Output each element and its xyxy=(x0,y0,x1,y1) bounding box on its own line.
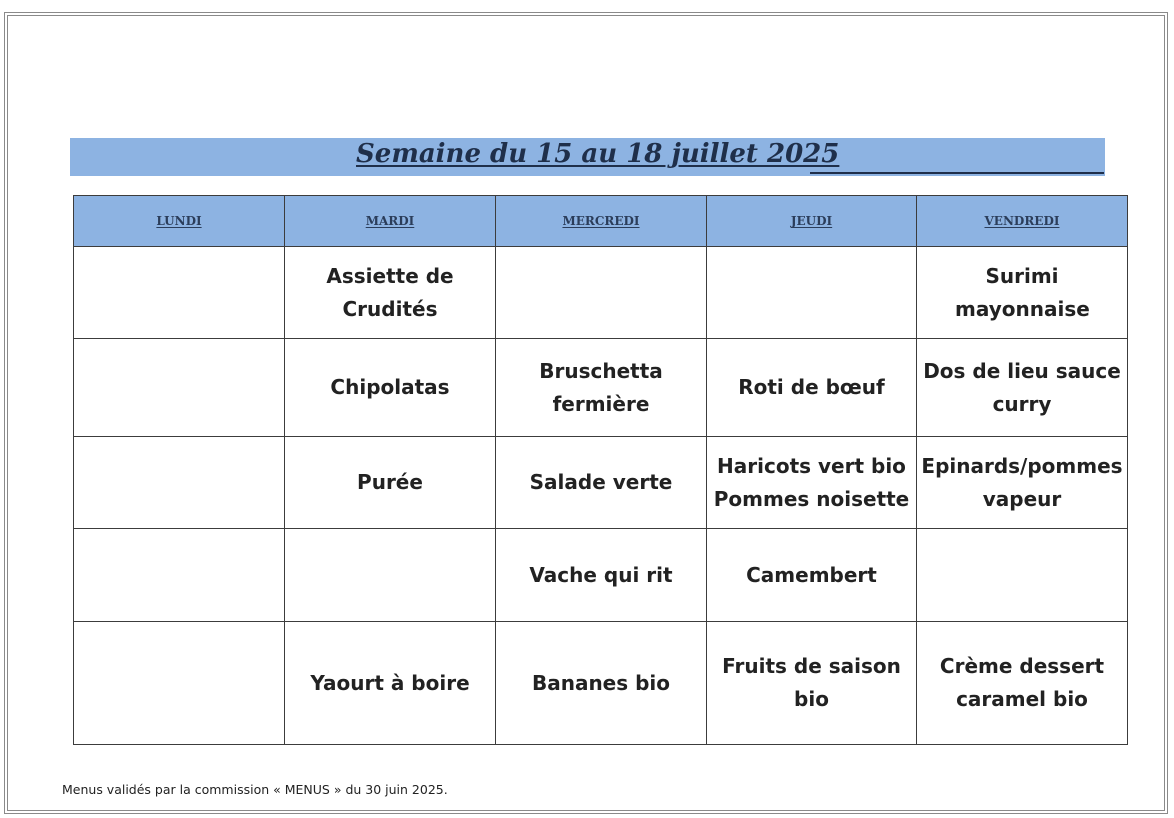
menu-cell xyxy=(496,622,707,745)
day-header-mardi: MARDI xyxy=(285,196,496,247)
menu-cell xyxy=(917,622,1128,745)
menu-cell xyxy=(74,339,285,437)
dish: Roti de bœuf xyxy=(738,375,885,399)
validation-footnote: Menus validés par la commission « MENUS » du 30 juin 2025. xyxy=(62,782,448,797)
course-row-side xyxy=(74,437,1128,529)
title-underline xyxy=(810,172,1104,174)
dish: Crème dessert caramel bio xyxy=(939,654,1105,711)
dish: Assiette de Crudités xyxy=(326,263,454,321)
menu-cell xyxy=(74,622,285,745)
dish: Purée xyxy=(357,470,423,494)
menu-cell xyxy=(496,339,707,437)
dish: Surimi mayonnaise xyxy=(955,263,1090,321)
dish: Vache qui rit xyxy=(529,562,673,587)
dish: Bananes bio xyxy=(531,670,671,695)
dish: Salade verte xyxy=(529,470,673,494)
menu-table xyxy=(73,195,1128,745)
menu-cell xyxy=(285,622,496,745)
menu-cell xyxy=(496,247,707,339)
menu-cell xyxy=(285,529,496,622)
menu-cell xyxy=(707,529,917,622)
day-header-jeudi: JEUDI xyxy=(707,196,917,247)
menu-cell xyxy=(285,247,496,339)
dish: Camembert xyxy=(746,562,877,587)
course-row-dessert xyxy=(74,622,1128,745)
dish: Haricots vert bio Pommes noisette xyxy=(713,453,910,511)
day-header-row xyxy=(74,196,1128,247)
menu-cell xyxy=(285,437,496,529)
menu-cell xyxy=(496,529,707,622)
menu-cell xyxy=(707,339,917,437)
course-row-main xyxy=(74,339,1128,437)
menu-cell xyxy=(707,622,917,745)
menu-cell xyxy=(74,437,285,529)
menu-cell xyxy=(917,437,1128,529)
dish: Bruschetta fermière xyxy=(539,358,663,416)
day-header-lundi: LUNDI xyxy=(74,196,285,247)
day-header-vendredi: VENDREDI xyxy=(917,196,1128,247)
dish: Fruits de saison bio xyxy=(722,654,901,711)
menu-cell xyxy=(496,437,707,529)
menu-cell xyxy=(74,529,285,622)
menu-cell xyxy=(917,529,1128,622)
menu-cell xyxy=(74,247,285,339)
day-header-mercredi: MERCREDI xyxy=(496,196,707,247)
menu-cell xyxy=(707,247,917,339)
dish: Chipolatas xyxy=(330,375,450,399)
menu-cell xyxy=(917,339,1128,437)
menu-cell xyxy=(285,339,496,437)
dish: Dos de lieu sauce curry xyxy=(923,358,1121,416)
course-row-cheese xyxy=(74,529,1128,622)
dish: Epinards/pommes vapeur xyxy=(921,453,1123,511)
menu-cell xyxy=(917,247,1128,339)
menu-cell xyxy=(707,437,917,529)
page-title: Semaine du 15 au 18 juillet 2025 xyxy=(356,139,840,169)
course-row-starter xyxy=(74,247,1128,339)
dish: Yaourt à boire xyxy=(310,670,470,695)
